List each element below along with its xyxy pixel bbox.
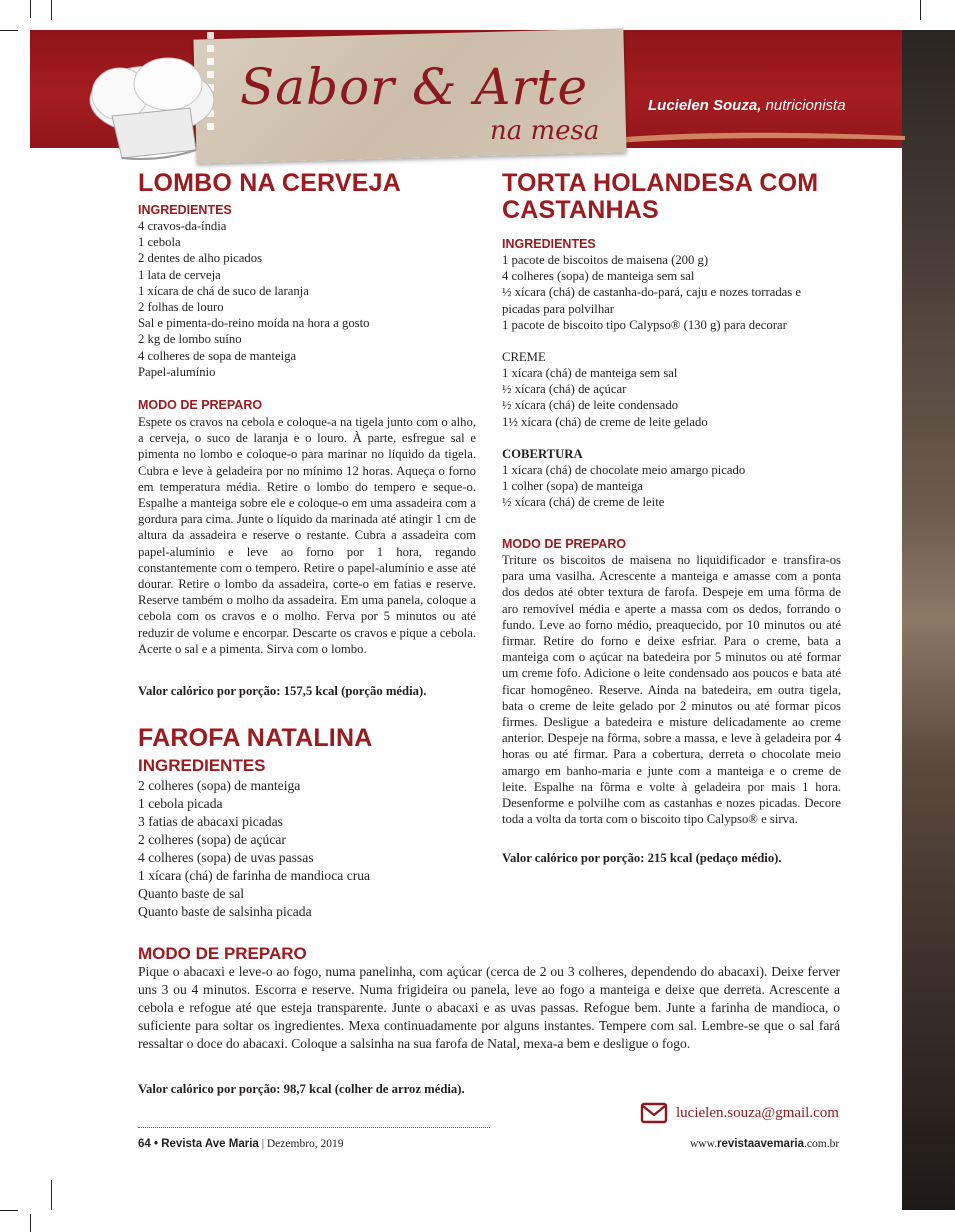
author-credit — [648, 97, 846, 114]
crop-mark — [920, 0, 921, 20]
section-logo-subtitle: na mesa — [490, 116, 600, 146]
site-prefix: www. — [690, 1138, 718, 1150]
list-item: 2 colheres (sopa) de açúcar — [138, 832, 286, 847]
list-item: 1 xícara de chá de suco de laranja — [138, 283, 309, 298]
ingredients-list — [138, 218, 478, 380]
footer-website[interactable] — [690, 1138, 839, 1150]
calorie-info: Valor calórico por porção: 157,5 kcal (porção média). — [138, 684, 427, 698]
prep-heading: MODO DE PREPARO — [138, 944, 307, 963]
ingredients-heading: INGREDIENTES — [138, 203, 232, 217]
page-number: 64 — [138, 1138, 151, 1150]
creme-heading: CREME — [502, 350, 546, 364]
list-item: 2 folhas de louro — [138, 300, 224, 315]
list-item: 1 pacote de biscoitos de maisena (200 g) — [502, 253, 709, 267]
list-item: Quanto baste de salsinha picada — [138, 904, 312, 919]
list-item: 1½ xícara (chá) de creme de leite gelado — [502, 414, 708, 429]
list-item: Sal e pimenta-do-reino moída na hora a gosto — [138, 316, 370, 331]
crop-mark — [30, 1214, 31, 1232]
list-item: 4 colheres de sopa de manteiga — [138, 348, 297, 363]
prep-heading: MODO DE PREPARO — [502, 537, 627, 551]
cobertura-heading: COBERTURA — [502, 447, 583, 461]
site-suffix: .com.br — [804, 1138, 840, 1150]
crop-mark — [0, 30, 18, 31]
title-line: CASTANHAS — [502, 196, 659, 224]
calorie-info: Valor calórico por porção: 98,7 kcal (colher de arroz média). — [138, 1082, 465, 1096]
chef-hat-icon — [72, 54, 222, 164]
list-item: 2 kg de lombo suíno — [138, 332, 242, 347]
list-item: 3 fatias de abacaxi picadas — [138, 814, 283, 829]
list-item: 1 xícara (chá) de chocolate meio amargo picado — [502, 463, 746, 477]
list-item: 1 xícara (chá) de farinha de mandioca crua — [138, 868, 371, 883]
crop-mark — [51, 0, 52, 20]
footer-divider — [138, 1127, 490, 1128]
prep-heading: MODO DE PREPARO — [138, 398, 263, 412]
cobertura-list — [502, 462, 842, 511]
recipe-title-farofa: FAROFA NATALINA — [138, 724, 373, 752]
ingredients-heading: INGREDIENTES — [502, 237, 596, 251]
section-logo-title: Sabor & Arte — [240, 58, 589, 116]
list-item: ½ xícara (chá) de castanha-do-pará, caju e nozes torradas e picadas para polvilhar — [502, 285, 802, 316]
recipe-title-torta — [502, 170, 818, 224]
list-item: 2 dentes de alho picados — [138, 251, 263, 266]
list-item: 4 cravos-da-índia — [138, 219, 227, 233]
envelope-icon — [640, 1102, 668, 1124]
list-item: 1 colher (sopa) de manteiga — [502, 479, 643, 494]
ingredients-heading: INGREDIENTES — [138, 756, 266, 775]
list-item: Papel-alumínio — [138, 364, 216, 379]
list-item: 4 colheres (sopa) de manteiga sem sal — [502, 269, 695, 284]
list-item: 4 colheres (sopa) de uvas passas — [138, 850, 314, 865]
list-item: 1 pacote de biscoito tipo Calypso® (130 g) para decorar — [502, 317, 787, 332]
recipe-title-lombo: LOMBO NA CERVEJA — [138, 169, 401, 197]
crop-mark — [51, 1180, 52, 1210]
title-line: TORTA HOLANDESA COM — [502, 169, 819, 197]
list-item: 2 colheres (sopa) de manteiga — [138, 778, 301, 793]
author-email[interactable] — [640, 1102, 839, 1124]
footer-bullet: • — [150, 1138, 162, 1150]
prep-text: Pique o abacaxi e leve-o ao fogo, numa panelinha, com açúcar (cerca de 2 ou 3 colheres, dependendo do abacaxi). Deixe ferver uns 3 ou 4 minutos. Escorra e reserve. Numa frigideira ou panela, leve ao fogo a manteiga e deixe que derreta. Acrescente a cebola e refogue até que esteja transparente. Junte o abacaxi e as uvas passas. Refogue bem. Junte a farinha de mandioca, o suficiente para soltar os ingredientes. Mexa continuadamente por alguns instantes. Tempere com sal. Lembre-se que o sal fará ressaltar o doce do abacaxi. Coloque a salsinha na sua farofa de Natal, mexa-a bem e desligue o fogo. — [138, 964, 840, 1051]
list-item: 1 cebola picada — [138, 796, 223, 811]
author-role: nutricionista — [765, 97, 846, 114]
author-name: Lucielen Souza, — [648, 97, 762, 114]
list-item: ½ xícara (chá) de leite condensado — [502, 398, 679, 413]
issue-date: Dezembro, 2019 — [266, 1138, 344, 1150]
adjacent-page-photo — [902, 30, 955, 1210]
prep-text: Triture os biscoitos de maisena no liquidificador e transfira-os para uma vasilha. Acrescente a manteiga e amasse com a ponta dos dedos até obter textura de farofa. Despeje em uma fôrma de aro removível média e aperte a massa com os dedos, forrando o fundo. Leve ao forno médio, preaquecido, por 10 minutos ou até firmar. Retire do forno e deixe esfriar. Para o creme, bata a manteiga com o açúcar na batedeira por 5 minutos ou até formar um creme fofo. Adicione o leite condensado aos poucos e bata até ficar homogêneo. Reserve. Ainda na batedeira, em outra tigela, bata o creme de leite gelado por 2 minutos ou até formar picos firmes. Desligue a batedeira e misture delicadamente ao creme anterior. Despeje na fôrma, sobre a massa, e leve à geladeira por 4 horas ou até firmar. Para a cobertura, derreta o chocolate meio amargo em banho-maria e junte com a manteiga e o creme de leite. Espalhe na fôrma e volte à geladeira por mais 1 hora. Desenforme e polvilhe com as castanhas e nozes picadas. Decore toda a volta da torta com o biscoito tipo Calypso® e sirva. — [502, 553, 841, 827]
list-item: ½ xícara (chá) de açúcar — [502, 382, 627, 397]
footer-separator: | — [258, 1138, 267, 1150]
ingredients-list — [138, 777, 478, 921]
magazine-name: Revista Ave Maria — [161, 1138, 259, 1150]
footer-page-info — [138, 1138, 344, 1150]
prep-text: Espete os cravos na cebola e coloque-a na tigela junto com o alho, a cerveja, o suco de laranja e o louro. À parte, esfregue sal e pimenta no lombo e coloque-o para marinar no líquido da tigela. Cubra e leve à geladeira por no mínimo 12 horas. Aqueça o forno em temperatura média. Retire o lombo do tempero e seque-o. Espalhe a manteiga sobre ele e coloque-o em uma assadeira com a gordura para cima. Junte o líquido da marinada até atingir 1 cm de altura da assadeira e reserve o restante. Cubra a assadeira com papel-alumínio e leve ao forno por 1 hora, regando constantemente com o tempero. Retire o papel-alumínio e asse até dourar. Retire o lombo da assadeira, corte-o em fatias e reserve. Reserve também o molho da assadeira. Em uma panela, coloque a cebola com os cravos e o molho. Ferva por 5 minutos ou até reduzir de volume e encorpar. Descarte os cravos e pique a cebola. Acerte o sal e a pimenta. Sirva com o lombo. — [138, 415, 476, 656]
crop-mark — [0, 1210, 18, 1211]
list-item: 1 lata de cerveja — [138, 267, 221, 282]
list-item: 1 cebola — [138, 235, 181, 250]
crop-mark — [30, 0, 31, 18]
list-item: Quanto baste de sal — [138, 886, 245, 901]
ingredients-list — [502, 252, 842, 333]
list-item: ½ xícara (chá) de creme de leite — [502, 495, 665, 510]
site-name: revistaavemaria — [717, 1138, 805, 1150]
creme-list — [502, 365, 842, 430]
calorie-info: Valor calórico por porção: 215 kcal (pedaço médio). — [502, 851, 782, 865]
email-text[interactable]: lucielen.souza@gmail.com — [676, 1104, 839, 1121]
list-item: 1 xícara (chá) de manteiga sem sal — [502, 366, 678, 380]
